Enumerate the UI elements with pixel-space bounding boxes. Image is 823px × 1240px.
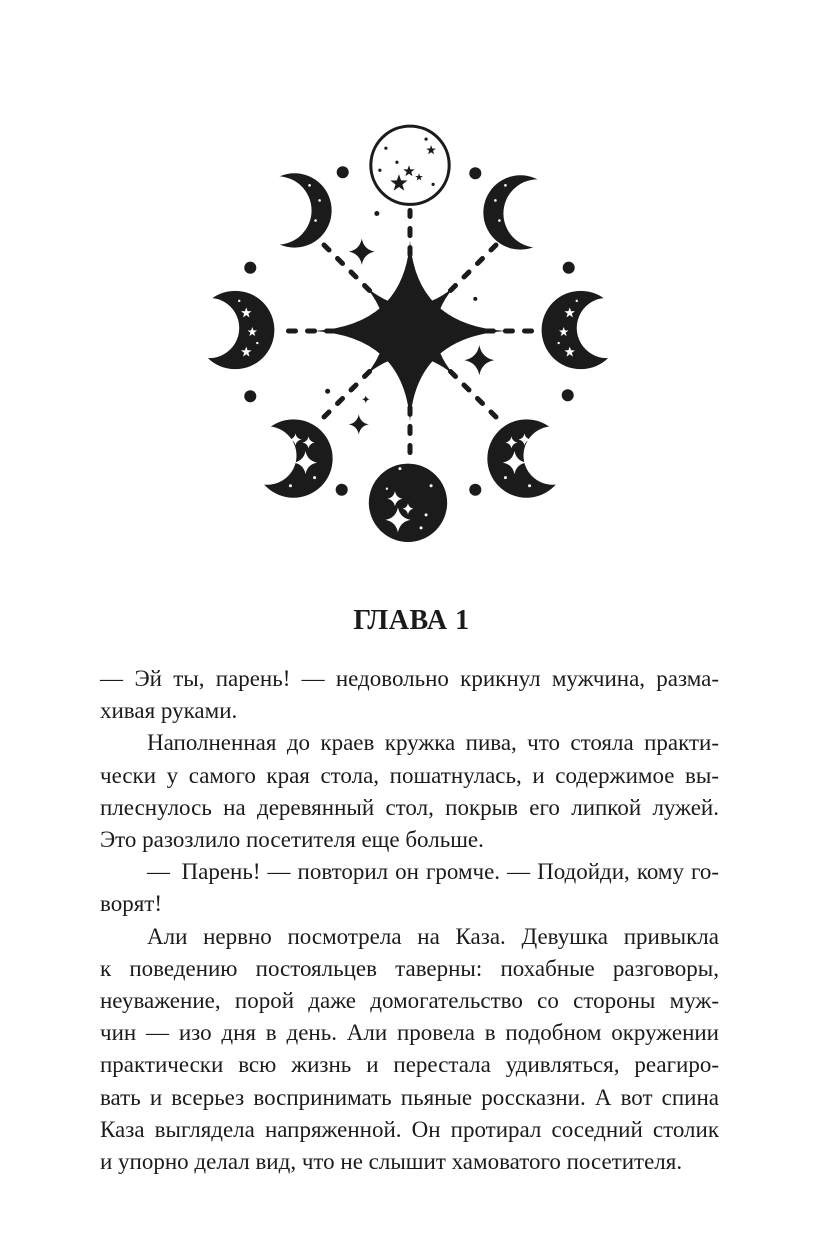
compass-star-icon <box>315 241 506 422</box>
crescent-moon-top-left-icon <box>257 173 331 247</box>
moon-phases-svg <box>189 110 631 552</box>
text-line: ворят! <box>100 891 162 917</box>
text-line: чески у самого края стола, пошатнулась, и содержимое вы- <box>100 762 719 788</box>
text-line: хивая руками. <box>100 698 238 724</box>
crescent-moon-left-icon <box>196 291 274 369</box>
text-line: Это разозлило посетителя еще больше. <box>100 827 484 853</box>
text-line: — Парень! — повторил он громче. — Подойди, кому го- <box>147 859 719 885</box>
crescent-moon-bottom-left-icon <box>254 419 332 497</box>
full-moon-icon <box>371 126 449 204</box>
text-line: Наполненная до краев кружка пива, что стояла практи- <box>147 730 719 756</box>
text-line: Али нервно посмотрела на Каза. Девушка привыкла <box>147 923 719 949</box>
text-line: Каза выглядела напряженной. Он протирал соседний столик <box>100 1116 719 1142</box>
body-text <box>100 663 719 1178</box>
text-line: и упорно делал вид, что не слышит хамоватого посетителя. <box>100 1149 683 1175</box>
text-line: практически всю жизнь и перестала удивляться, реагиро- <box>100 1052 719 1078</box>
new-moon-icon <box>369 464 447 542</box>
text-line: чин — изо дня в день. Али провела в подобном окружении <box>100 1020 719 1046</box>
text-line: вать и всерьез воспринимать пьяные россказни. А вот спина <box>100 1084 719 1110</box>
crescent-moon-right-icon <box>542 291 620 369</box>
text-line: неуважение, порой даже домогательство со стороны муж- <box>100 988 719 1014</box>
chapter-heading: ГЛАВА 1 <box>353 605 470 636</box>
text-line: плеснулось на деревянный стол, покрыв его липкой лужей. <box>100 794 719 820</box>
crescent-moon-bottom-right-icon <box>487 419 565 497</box>
crescent-moon-top-right-icon <box>483 175 557 249</box>
text-line: — Эй ты, парень! — недовольно крикнул мужчина, разма- <box>100 666 719 691</box>
moon-phases-illustration <box>189 110 631 552</box>
text-line: к поведению постояльцев таверны: похабные разговоры, <box>100 955 719 981</box>
